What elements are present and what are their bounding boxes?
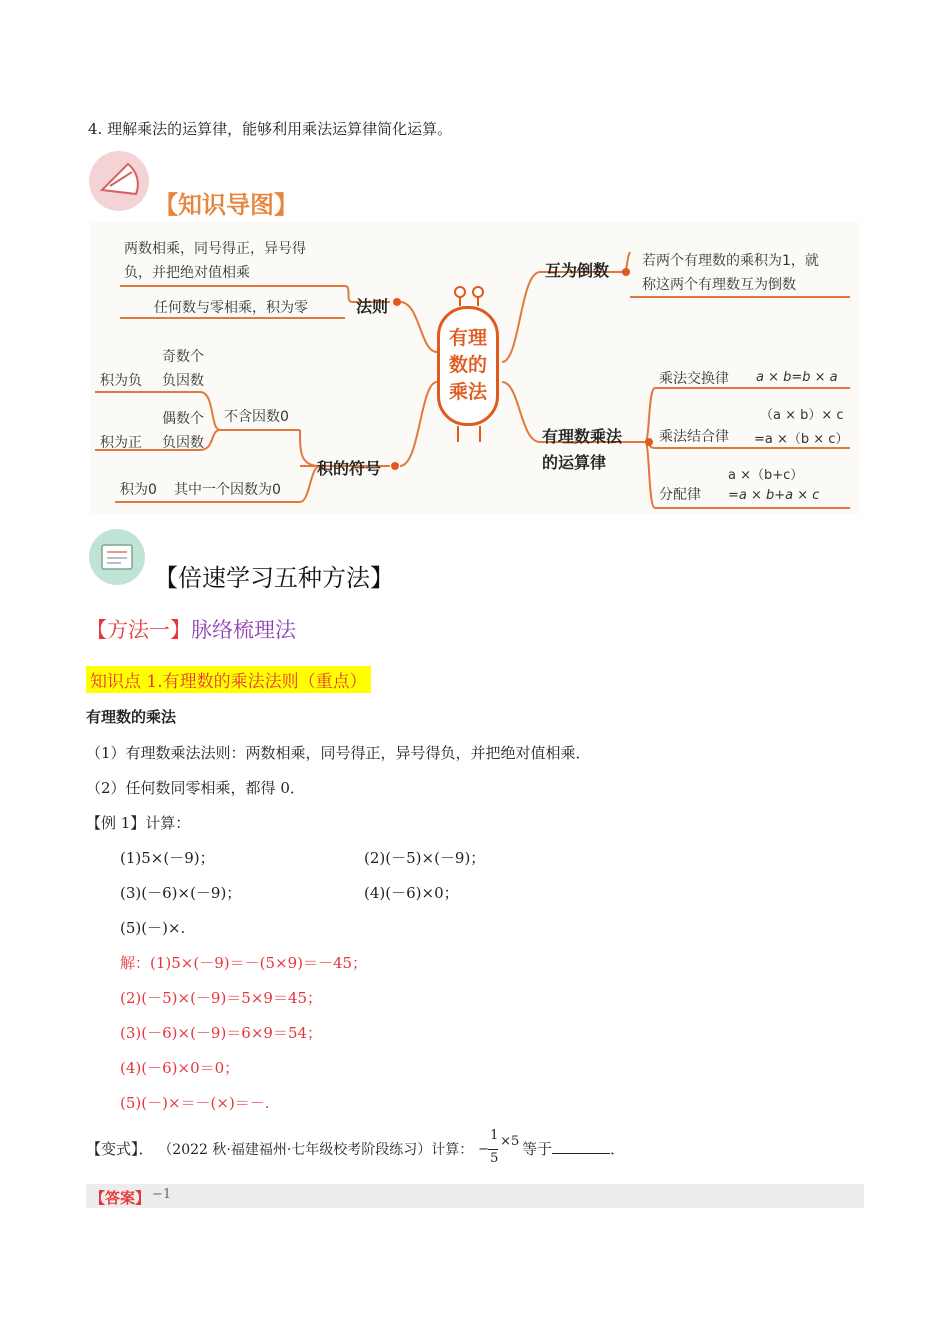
reciprocal-text-2: 称这两个有理数互为倒数 [642,277,796,293]
variant-expression [478,1128,522,1166]
solution-line-4: (4)(－6)×0＝0； [120,1059,240,1077]
knowledge-point-1: 知识点 1.有理数的乘法法则（重点） [86,666,371,693]
variant-tail: 等于 [522,1140,553,1158]
sign-odd-a: 奇数个 [162,349,204,365]
laws-branch-label-1: 有理数乘法 [542,427,623,446]
solution-line-5: (5)(－)×＝－(×)＝－. [120,1094,270,1112]
solution-line-3: (3)(－6)×(－9)＝6×9＝54； [120,1024,323,1042]
sign-zero-result: 积为0 [120,482,157,498]
center-line-3: 乘法 [448,381,487,403]
sign-even-b: 负因数 [162,435,204,451]
sign-odd-result: 积为负 [100,373,142,389]
law-distributive: 分配律 [659,487,701,503]
subheading: 有理数的乘法 [86,708,177,726]
law-associative: 乘法结合律 [659,429,729,445]
center-line-1: 有理 [448,327,487,349]
protractor-icon [88,150,150,212]
variant-problem [86,1128,626,1166]
law-associative-formula-2: =a ×（b × c） [754,432,849,447]
methods-section-title: 【倍速学习五种方法】 [154,564,394,592]
rule-text-1a: 两数相乘，同号得正，异号得 [124,241,306,257]
answer-value: −1 [152,1187,172,1202]
mindmap-center-node [437,306,499,426]
sign-even-a: 偶数个 [162,411,204,427]
rule-branch-label: 法则 [356,297,389,316]
sign-branch-label: 积的符号 [317,459,382,478]
variant-expr-sign: − [478,1142,489,1157]
answer-blank [552,1139,610,1154]
law-commutative-formula: a × b=b × a [756,370,838,385]
rule-text-2: 任何数与零相乘，积为零 [154,300,308,316]
example-label: 【例 1】计算： [86,814,191,832]
sign-zero: 其中一个因数为0 [174,482,281,498]
law-associative-formula-1: （a × b）× c [760,408,844,423]
answer-label: 【答案】 [90,1189,151,1207]
fraction-bar [488,1149,498,1150]
variant-source: （2022 秋·福建福州·七年级校考阶段练习）计算： [158,1142,474,1158]
rule-text-1b: 负，并把绝对值相乘 [124,265,250,281]
law-distributive-formula-1: a ×（b+c） [728,468,804,483]
variant-expr-den: 5 [490,1151,499,1166]
center-line-2: 数的 [448,354,487,376]
sign-even-result: 积为正 [100,435,142,451]
law-distributive-formula-2: =a × b+a × c [728,488,820,503]
reciprocal-branch-label: 互为倒数 [545,261,610,280]
mindmap-section-title: 【知识导图】 [154,191,298,219]
example-item-4: (4)(－6)×0； [364,884,459,902]
reciprocal-text-1: 若两个有理数的乘积为1，就 [642,253,819,269]
sign-nonzero: 不含因数0 [224,409,289,425]
law-commutative: 乘法交换律 [659,371,729,387]
rule-2-text: （2）任何数同零相乘，都得 0． [86,779,305,797]
example-item-5: (5)(－)×. [120,919,186,937]
method-one-heading [86,614,296,644]
rule-1-text: （1）有理数乘法法则：两数相乘，同号得正，异号得负，并把绝对值相乘． [86,744,591,762]
example-item-3: (3)(－6)×(－9)； [120,884,242,902]
variant-expr-rest: ×5 [500,1134,520,1149]
variant-expr-num: 1 [490,1128,499,1143]
method-one-name: 脉络梳理法 [191,618,296,642]
answer-bar [86,1184,864,1208]
notebook-icon [88,528,146,586]
method-one-label: 【方法一】 [86,618,191,642]
solution-line-2: (2)(－5)×(－9)＝5×9＝45； [120,989,323,1007]
knowledge-mindmap [90,222,860,514]
example-item-2: (2)(－5)×(－9)； [364,849,486,867]
variant-end: ． [610,1140,626,1158]
solution-line-1: 解：(1)5×(－9)＝－(5×9)＝－45； [120,954,368,972]
variant-label: 【变式】． [86,1140,154,1158]
laws-branch-label-2: 的运算律 [542,453,607,472]
objective-4: 4. 理解乘法的运算律，能够利用乘法运算律简化运算。 [88,120,453,138]
example-item-1: (1)5×(－9)； [120,849,215,867]
sign-odd-b: 负因数 [162,373,204,389]
